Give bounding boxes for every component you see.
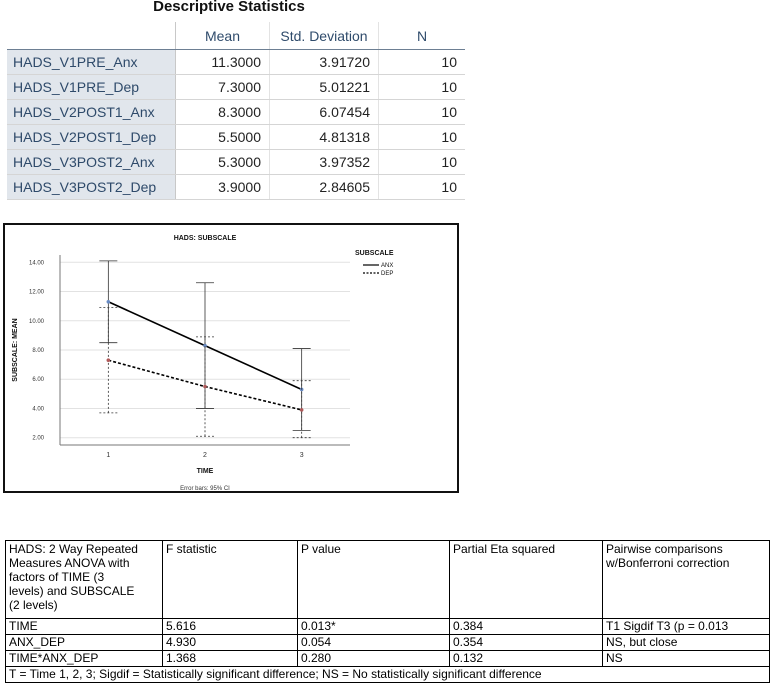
anova-p: 0.054 (298, 635, 450, 651)
table-row (7, 125, 465, 150)
y-tick-label: 6.00 (32, 377, 44, 384)
row-label: HADS_V2POST1_Anx (7, 100, 176, 125)
legend-label: DEP (381, 271, 394, 277)
anova-pairwise: T1 Sigdif T3 (p = 0.013 (603, 619, 770, 635)
descriptive-statistics-table (7, 22, 465, 200)
y-tick-label: 4.00 (32, 406, 44, 413)
anova-header-text: (2 levels) (9, 598, 58, 612)
header-mean: Mean (176, 22, 270, 50)
anova-p: 0.280 (298, 651, 450, 667)
sd-value: 6.07454 (270, 100, 379, 125)
sd-value: 4.81318 (270, 125, 379, 150)
anova-f: 4.930 (163, 635, 298, 651)
n-value: 10 (379, 100, 466, 125)
anova-header-cell (6, 541, 163, 619)
n-value: 10 (379, 75, 466, 100)
anova-pairwise: NS, but close (603, 635, 770, 651)
anova-p: 0.013* (298, 619, 450, 635)
y-tick-label: 10.00 (28, 318, 44, 325)
row-label: HADS_V2POST1_Dep (7, 125, 176, 150)
anova-header-text: Pairwise comparisons (606, 542, 723, 556)
anova-table (5, 540, 770, 683)
n-value: 10 (379, 150, 466, 175)
x-axis-label: TIME (196, 468, 214, 475)
anova-header-text: factors of TIME (3 (9, 570, 105, 584)
n-value: 10 (379, 50, 466, 75)
anova-eta: 0.354 (450, 635, 603, 651)
mean-value: 3.9000 (176, 175, 270, 200)
anova-eta: 0.132 (450, 651, 603, 667)
table-row (7, 75, 465, 100)
n-value: 10 (379, 125, 466, 150)
anova-header-text: w/Bonferroni correction (606, 556, 730, 570)
anova-header-text: Partial Eta squared (453, 542, 556, 556)
anova-header-text: Measures ANOVA with (9, 556, 130, 570)
legend-title: SUBSCALE (355, 250, 394, 257)
anova-pairwise: NS (603, 651, 770, 667)
anova-f: 5.616 (163, 619, 298, 635)
row-label: HADS_V3POST2_Dep (7, 175, 176, 200)
row-label: HADS_V3POST2_Anx (7, 150, 176, 175)
mean-value: 11.3000 (176, 50, 270, 75)
anova-header-cell (450, 541, 603, 619)
sd-value: 3.97352 (270, 150, 379, 175)
y-tick-label: 8.00 (32, 348, 44, 354)
anova-header-cell (298, 541, 450, 619)
header-n: N (379, 22, 466, 50)
chart-footnote: Error bars: 95% CI (180, 486, 230, 491)
anova-effect: TIME*ANX_DEP (6, 651, 163, 667)
y-axis-label: SUBSCALE: MEAN (12, 318, 19, 382)
y-tick-label: 2.00 (32, 435, 44, 442)
chart-title: HADS: SUBSCALE (173, 235, 237, 242)
row-label: HADS_V1PRE_Dep (7, 75, 176, 100)
anova-f: 1.368 (163, 651, 298, 667)
mean-value: 5.5000 (176, 125, 270, 150)
sd-value: 2.84605 (270, 175, 379, 200)
x-tick-label: 3 (299, 452, 304, 459)
header-blank (7, 22, 176, 50)
anova-header-text: levels) and SUBSCALE (9, 584, 135, 598)
anova-header-row (6, 541, 770, 619)
anova-effect: ANX_DEP (6, 635, 163, 651)
anova-header-text: F statistic (166, 542, 217, 556)
sd-value: 5.01221 (270, 75, 379, 100)
table-row (6, 651, 770, 667)
row-label: HADS_V1PRE_Anx (7, 50, 176, 75)
anova-header-cell (603, 541, 770, 619)
sd-value: 3.91720 (270, 50, 379, 75)
data-point (107, 300, 111, 304)
data-point (203, 385, 207, 389)
line-chart-frame (3, 223, 459, 493)
anova-header-cell (163, 541, 298, 619)
anova-eta: 0.384 (450, 619, 603, 635)
anova-footer: T = Time 1, 2, 3; Sigdif = Statistically significant difference; NS = No statistically significant difference (6, 667, 770, 683)
legend-label: ANX (381, 263, 394, 269)
n-value: 10 (379, 175, 466, 200)
descriptive-statistics-title: Descriptive Statistics (153, 0, 305, 15)
table-header-row (7, 22, 465, 50)
table-row (6, 619, 770, 635)
table-row (7, 50, 465, 75)
mean-value: 5.3000 (176, 150, 270, 175)
table-row (7, 175, 465, 200)
anova-header-text: HADS: 2 Way Repeated (9, 542, 138, 556)
data-point (300, 408, 304, 412)
table-row (7, 150, 465, 175)
table-row (6, 635, 770, 651)
anova-header-text: P value (301, 542, 341, 556)
mean-value: 8.3000 (176, 100, 270, 125)
x-tick-label: 1 (106, 452, 111, 459)
table-row (7, 100, 465, 125)
x-tick-label: 2 (203, 452, 207, 459)
data-point (107, 358, 111, 362)
y-tick-label: 14.00 (28, 260, 44, 267)
y-tick-label: 12.00 (28, 289, 44, 296)
table-row (6, 667, 770, 683)
anova-effect: TIME (6, 619, 163, 635)
mean-value: 7.3000 (176, 75, 270, 100)
header-std-deviation: Std. Deviation (270, 22, 379, 50)
line-chart (5, 225, 457, 491)
